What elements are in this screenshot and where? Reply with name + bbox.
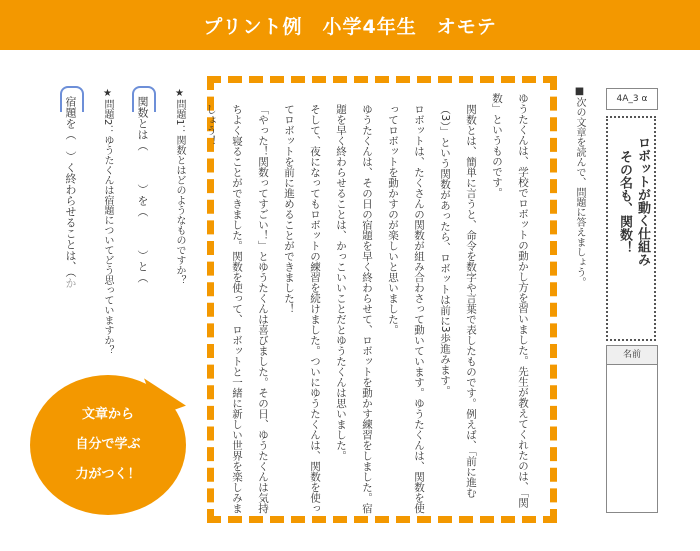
question-2-answer-faded: か <box>64 277 77 289</box>
reading-passage <box>207 76 557 523</box>
worksheet-code: 4A_3 α <box>606 88 658 110</box>
instruction-text: ■次の文章を読んで、問題に答えましょう。 <box>574 86 585 287</box>
worksheet-title-box <box>606 116 656 341</box>
passage-paragraph: ゆうたくんは、その日の宿題を早く終わらせて、ロボットを動かす練習をしました。宿題を早く終わらせることは、かっこいいことだとゆうたくんは思いました。 <box>335 103 373 513</box>
question-2: ★問題2：ゆうたくんは宿題についてどう思っていますか？ <box>102 88 113 356</box>
question-2-answer[interactable] <box>62 86 78 396</box>
passage-paragraph: そして、夜になってもロボットの練習を続けました。ついにゆうたくんは、関数を使ってロボットを前に進めることができました！ <box>283 103 321 513</box>
passage-paragraph: 「やった！関数ってすごい！」とゆうたくんは喜びました。その日、ゆうたくんは気持ちよく寝ることができました。関数を使って、ロボットと一緒に新しい世界を楽しみましょう！ <box>205 103 269 513</box>
passage-paragraph: ゆうたくんは、学校でロボットの動かし方を習いました。先生が教えてくれたのは、「関数」というものです。 <box>491 93 529 508</box>
name-label: 名前 <box>607 346 657 365</box>
question-1: ★問題1：関数とはどのようなものですか？ <box>174 88 185 286</box>
speech-bubble <box>30 375 186 515</box>
passage-paragraph: 関数とは、簡単に言うと、命令を数字や言葉で表したものです。例えば、「前に進む（3）」という関数があったら、ロボットは前に3歩進みます。 <box>439 103 477 498</box>
worksheet-title-line: その名も、関数！ <box>617 150 632 254</box>
page-title: プリント例 小学4年生 オモテ <box>203 15 497 38</box>
name-field[interactable] <box>606 345 658 513</box>
worksheet-title-line: ロボットが動く仕組み <box>635 136 650 266</box>
passage-text <box>198 93 536 513</box>
speech-bubble-line: 文章から <box>81 407 134 422</box>
passage-paragraph: ロボットは、たくさんの関数が組み合わさって動いています。ゆうたくんは、関数を使ってロボットを動かすのが楽しいと思いました。 <box>387 103 425 513</box>
speech-bubble-line: 力がつく！ <box>75 467 141 482</box>
question-2-answer-text: 宿題を（ ）く終わらせることは、（ <box>64 96 77 278</box>
worksheet-title <box>615 136 651 336</box>
speech-bubble-line: 自分で学ぶ <box>75 437 141 452</box>
header-banner <box>0 0 700 50</box>
question-1-answer[interactable]: 関数とは（ ）を（ ）と（ <box>136 96 149 283</box>
